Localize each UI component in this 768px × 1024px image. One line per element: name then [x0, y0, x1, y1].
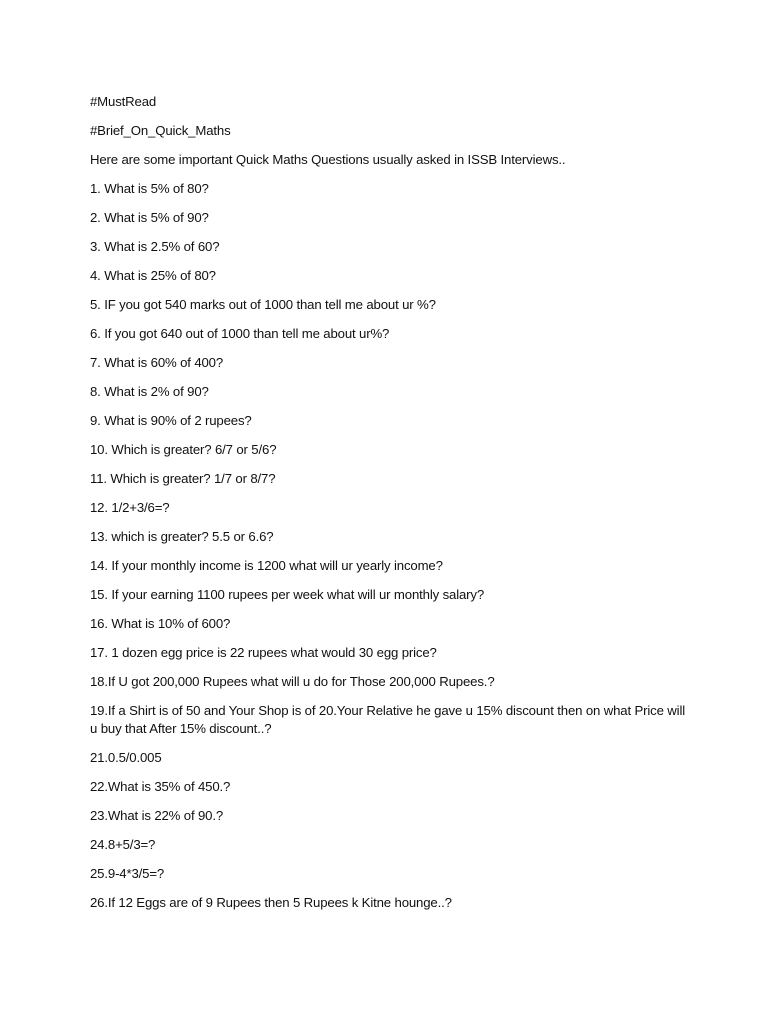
question-5: 5. IF you got 540 marks out of 1000 than tell me about ur %?	[90, 297, 436, 312]
question-10: 10. Which is greater? 6/7 or 5/6?	[90, 442, 277, 457]
question-14: 14. If your monthly income is 1200 what will ur yearly income?	[90, 558, 443, 573]
question-26: 26.If 12 Eggs are of 9 Rupees then 5 Rupees k Kitne hounge..?	[90, 895, 452, 910]
question-23: 23.What is 22% of 90.?	[90, 808, 224, 823]
question-17: 17. 1 dozen egg price is 22 rupees what would 30 egg price?	[90, 645, 437, 660]
question-16: 16. What is 10% of 600?	[90, 616, 231, 631]
question-1: 1. What is 5% of 80?	[90, 181, 209, 196]
question-4: 4. What is 25% of 80?	[90, 268, 216, 283]
question-19: 19.If a Shirt is of 50 and Your Shop is of 20.Your Relative he gave u 15% discount then on what Price will u buy that After 15% discount..?	[90, 703, 686, 736]
hashtag-mustread: #MustRead	[90, 94, 157, 109]
document-body	[90, 93, 690, 923]
question-3: 3. What is 2.5% of 60?	[90, 239, 220, 254]
question-18: 18.If U got 200,000 Rupees what will u do for Those 200,000 Rupees.?	[90, 674, 495, 689]
question-25: 25.9-4*3/5=?	[90, 866, 165, 881]
question-22: 22.What is 35% of 450.?	[90, 779, 231, 794]
question-9: 9. What is 90% of 2 rupees?	[90, 413, 252, 428]
question-21: 21.0.5/0.005	[90, 750, 162, 765]
intro-text: Here are some important Quick Maths Questions usually asked in ISSB Interviews..	[90, 152, 566, 167]
question-11: 11. Which is greater? 1/7 or 8/7?	[90, 471, 276, 486]
question-12: 12. 1/2+3/6=?	[90, 500, 170, 515]
question-24: 24.8+5/3=?	[90, 837, 156, 852]
question-15: 15. If your earning 1100 rupees per week what will ur monthly salary?	[90, 587, 485, 602]
question-2: 2. What is 5% of 90?	[90, 210, 209, 225]
question-7: 7. What is 60% of 400?	[90, 355, 224, 370]
hashtag-brief-on-quick-maths: #Brief_On_Quick_Maths	[90, 123, 231, 138]
question-8: 8. What is 2% of 90?	[90, 384, 209, 399]
question-6: 6. If you got 640 out of 1000 than tell me about ur%?	[90, 326, 390, 341]
question-13: 13. which is greater? 5.5 or 6.6?	[90, 529, 274, 544]
